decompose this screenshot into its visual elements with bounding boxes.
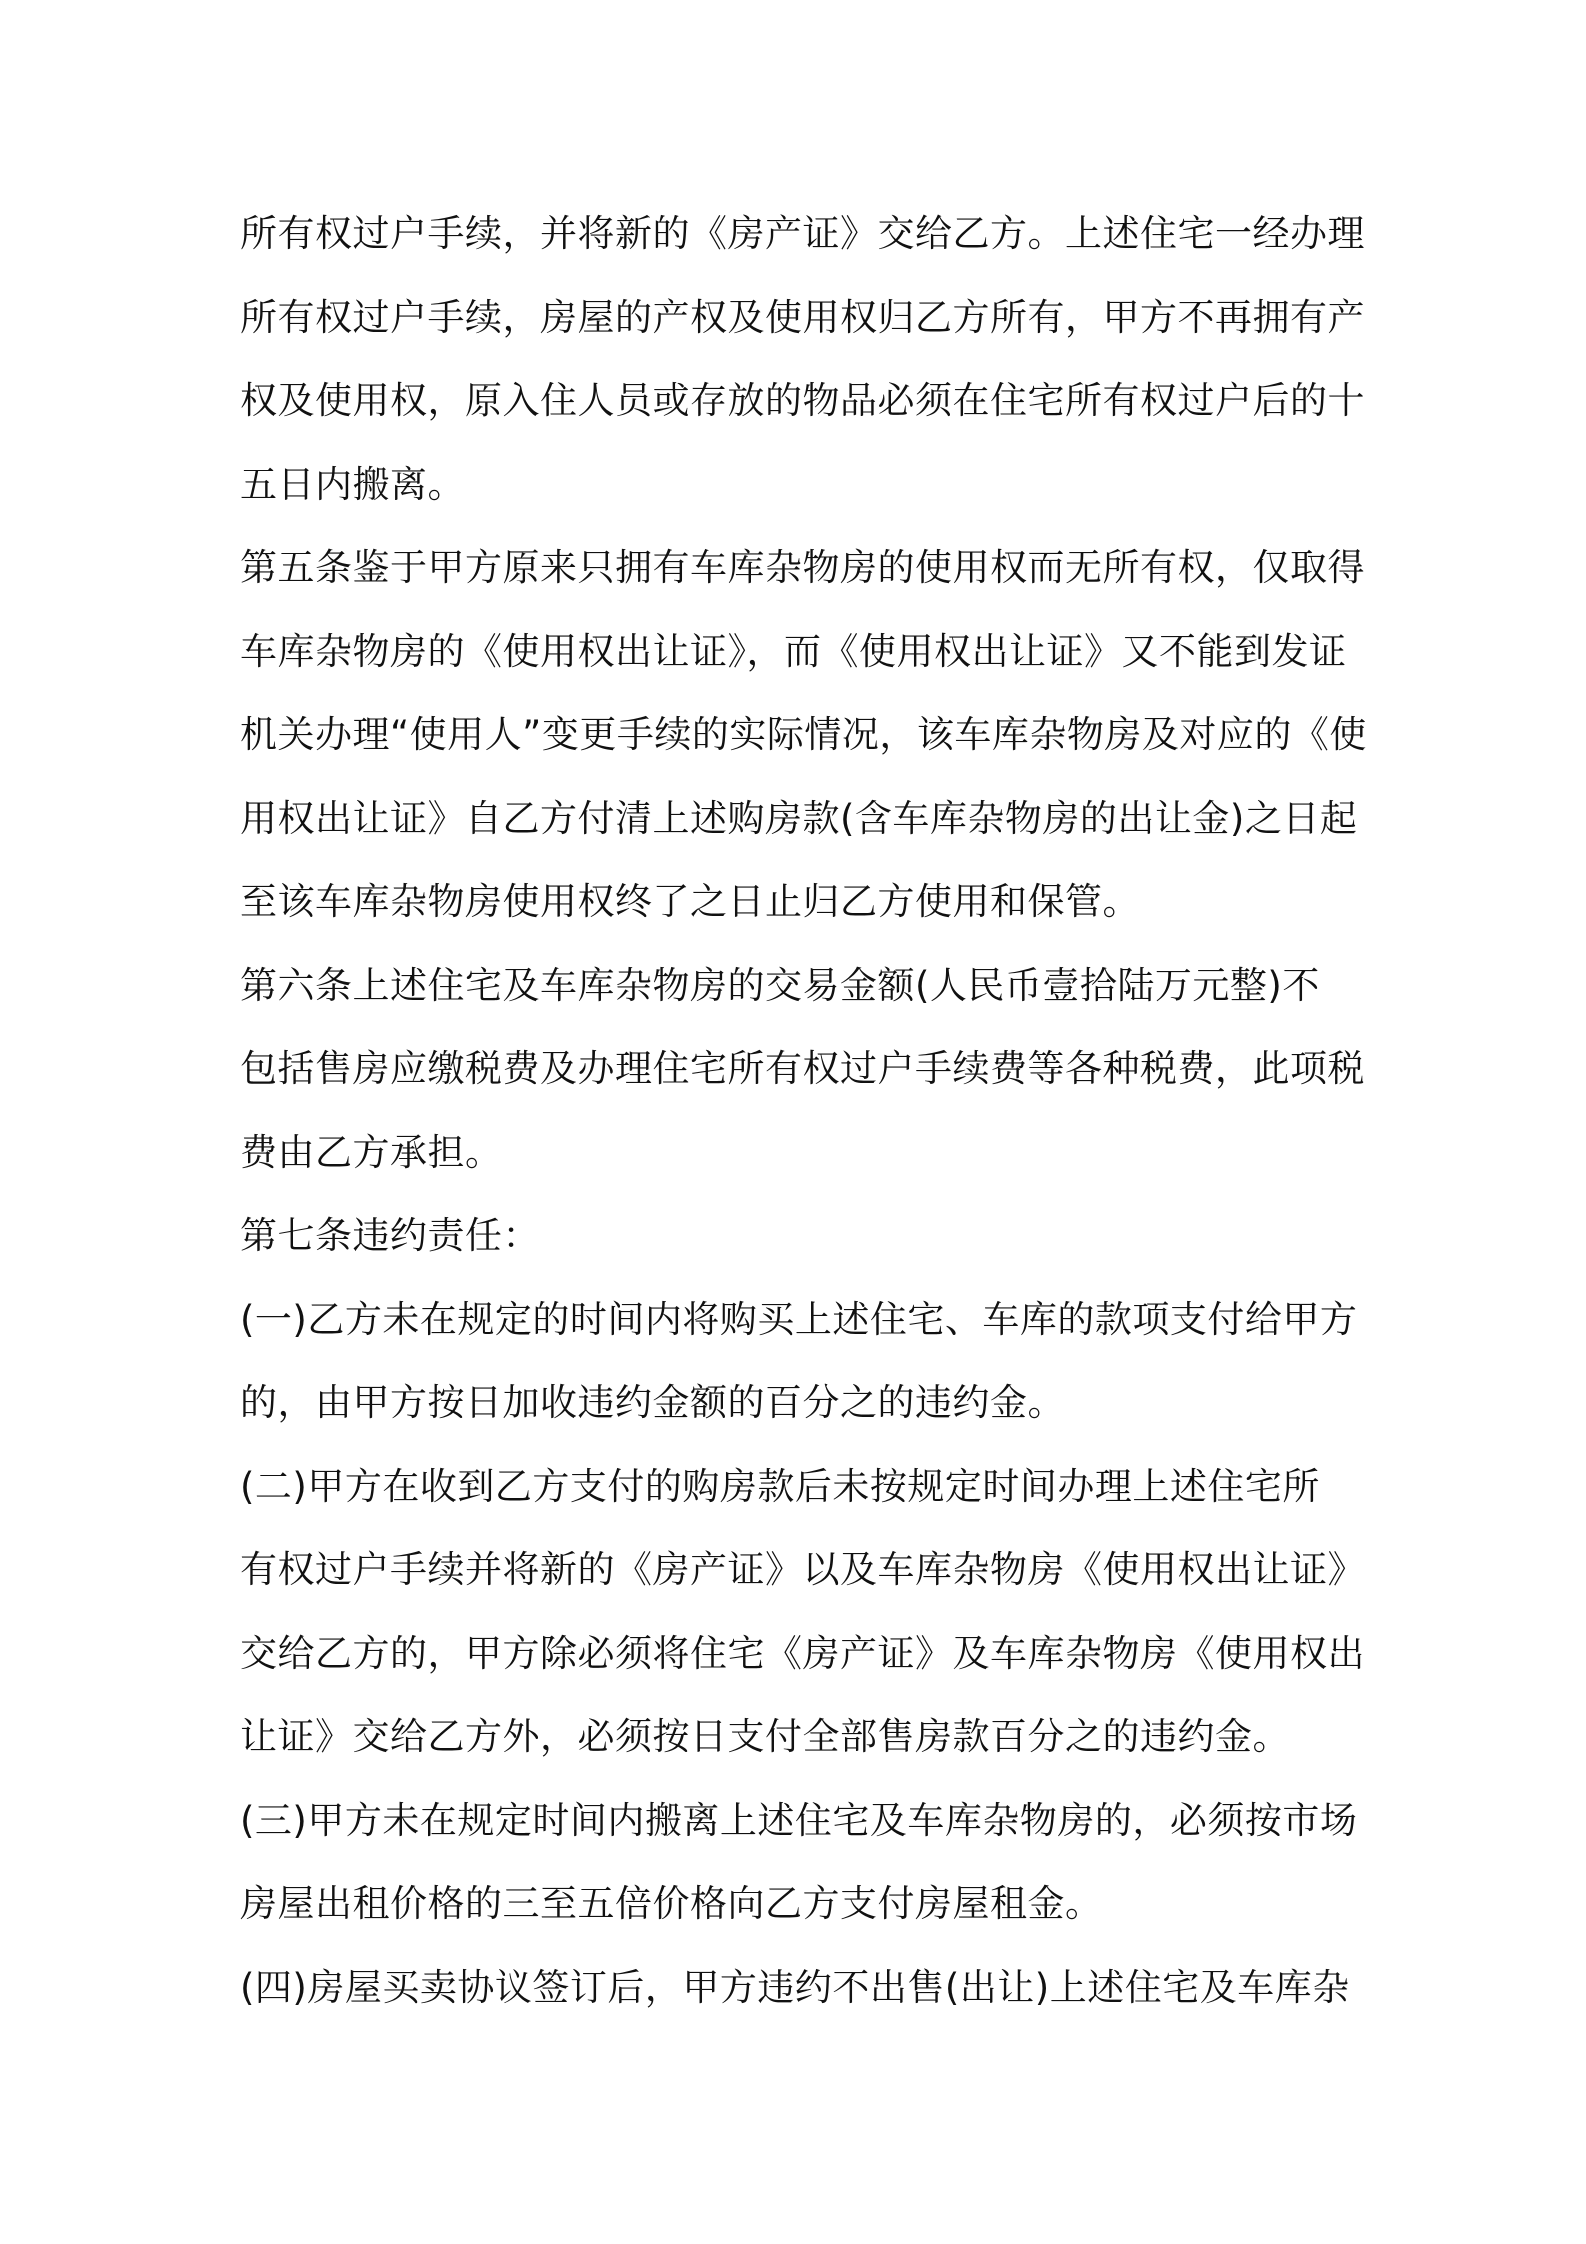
text-line: 至该车库杂物房使用权终了之日止归乙方使用和保管。 [240, 880, 1140, 923]
article-five-line: 第五条鉴于甲方原来只拥有车库杂物房的使用权而无所有权，仅取得 [240, 546, 1365, 589]
article-six-line: 第六条上述住宅及车库杂物房的交易金额(人民币壹拾陆万元整)不 [240, 963, 1320, 1007]
text-line: 有权过户手续并将新的《房产证》以及车库杂物房《使用权出让证》 [240, 1548, 1365, 1591]
text-line: 机关办理“使用人”变更手续的实际情况，该车库杂物房及对应的《使 [240, 713, 1367, 756]
text-line: 交给乙方的，甲方除必须将住宅《房产证》及车库杂物房《使用权出 [240, 1631, 1365, 1675]
text-line: 用权出让证》自乙方付清上述购房款(含车库杂物房的出让金)之日起 [240, 796, 1358, 840]
text-line: 五日内搬离。 [240, 462, 465, 506]
clause-four-line: (四)房屋买卖协议签订后，甲方违约不出售(出让)上述住宅及车库杂 [240, 1965, 1350, 2009]
clause-one-line: (一)乙方未在规定的时间内将购买上述住宅、车库的款项支付给甲方 [240, 1297, 1358, 1341]
article-seven-heading: 第七条违约责任： [240, 1214, 540, 1257]
text-line: 费由乙方承担。 [240, 1130, 503, 1174]
clause-three-line: (三)甲方未在规定时间内搬离上述住宅及车库杂物房的，必须按市场 [240, 1798, 1358, 1842]
text-line: 所有权过户手续，并将新的《房产证》交给乙方。上述住宅一经办理 [240, 212, 1365, 255]
document-body [240, 192, 1367, 2029]
text-line: 房屋出租价格的三至五倍价格向乙方支付房屋租金。 [240, 1882, 1103, 1925]
text-line: 包括售房应缴税费及办理住宅所有权过户手续费等各种税费，此项税 [240, 1047, 1365, 1090]
clause-two-line: (二)甲方在收到乙方支付的购房款后未按规定时间办理上述住宅所 [240, 1464, 1320, 1508]
text-line: 车库杂物房的《使用权出让证》，而《使用权出让证》又不能到发证 [240, 629, 1347, 673]
text-line: 所有权过户手续，房屋的产权及使用权归乙方所有，甲方不再拥有产 [240, 295, 1365, 339]
text-line: 的，由甲方按日加收违约金额的百分之的违约金。 [240, 1381, 1065, 1424]
text-line: 让证》交给乙方外，必须按日支付全部售房款百分之的违约金。 [240, 1715, 1290, 1758]
text-line: 权及使用权，原入住人员或存放的物品必须在住宅所有权过户后的十 [240, 379, 1365, 422]
